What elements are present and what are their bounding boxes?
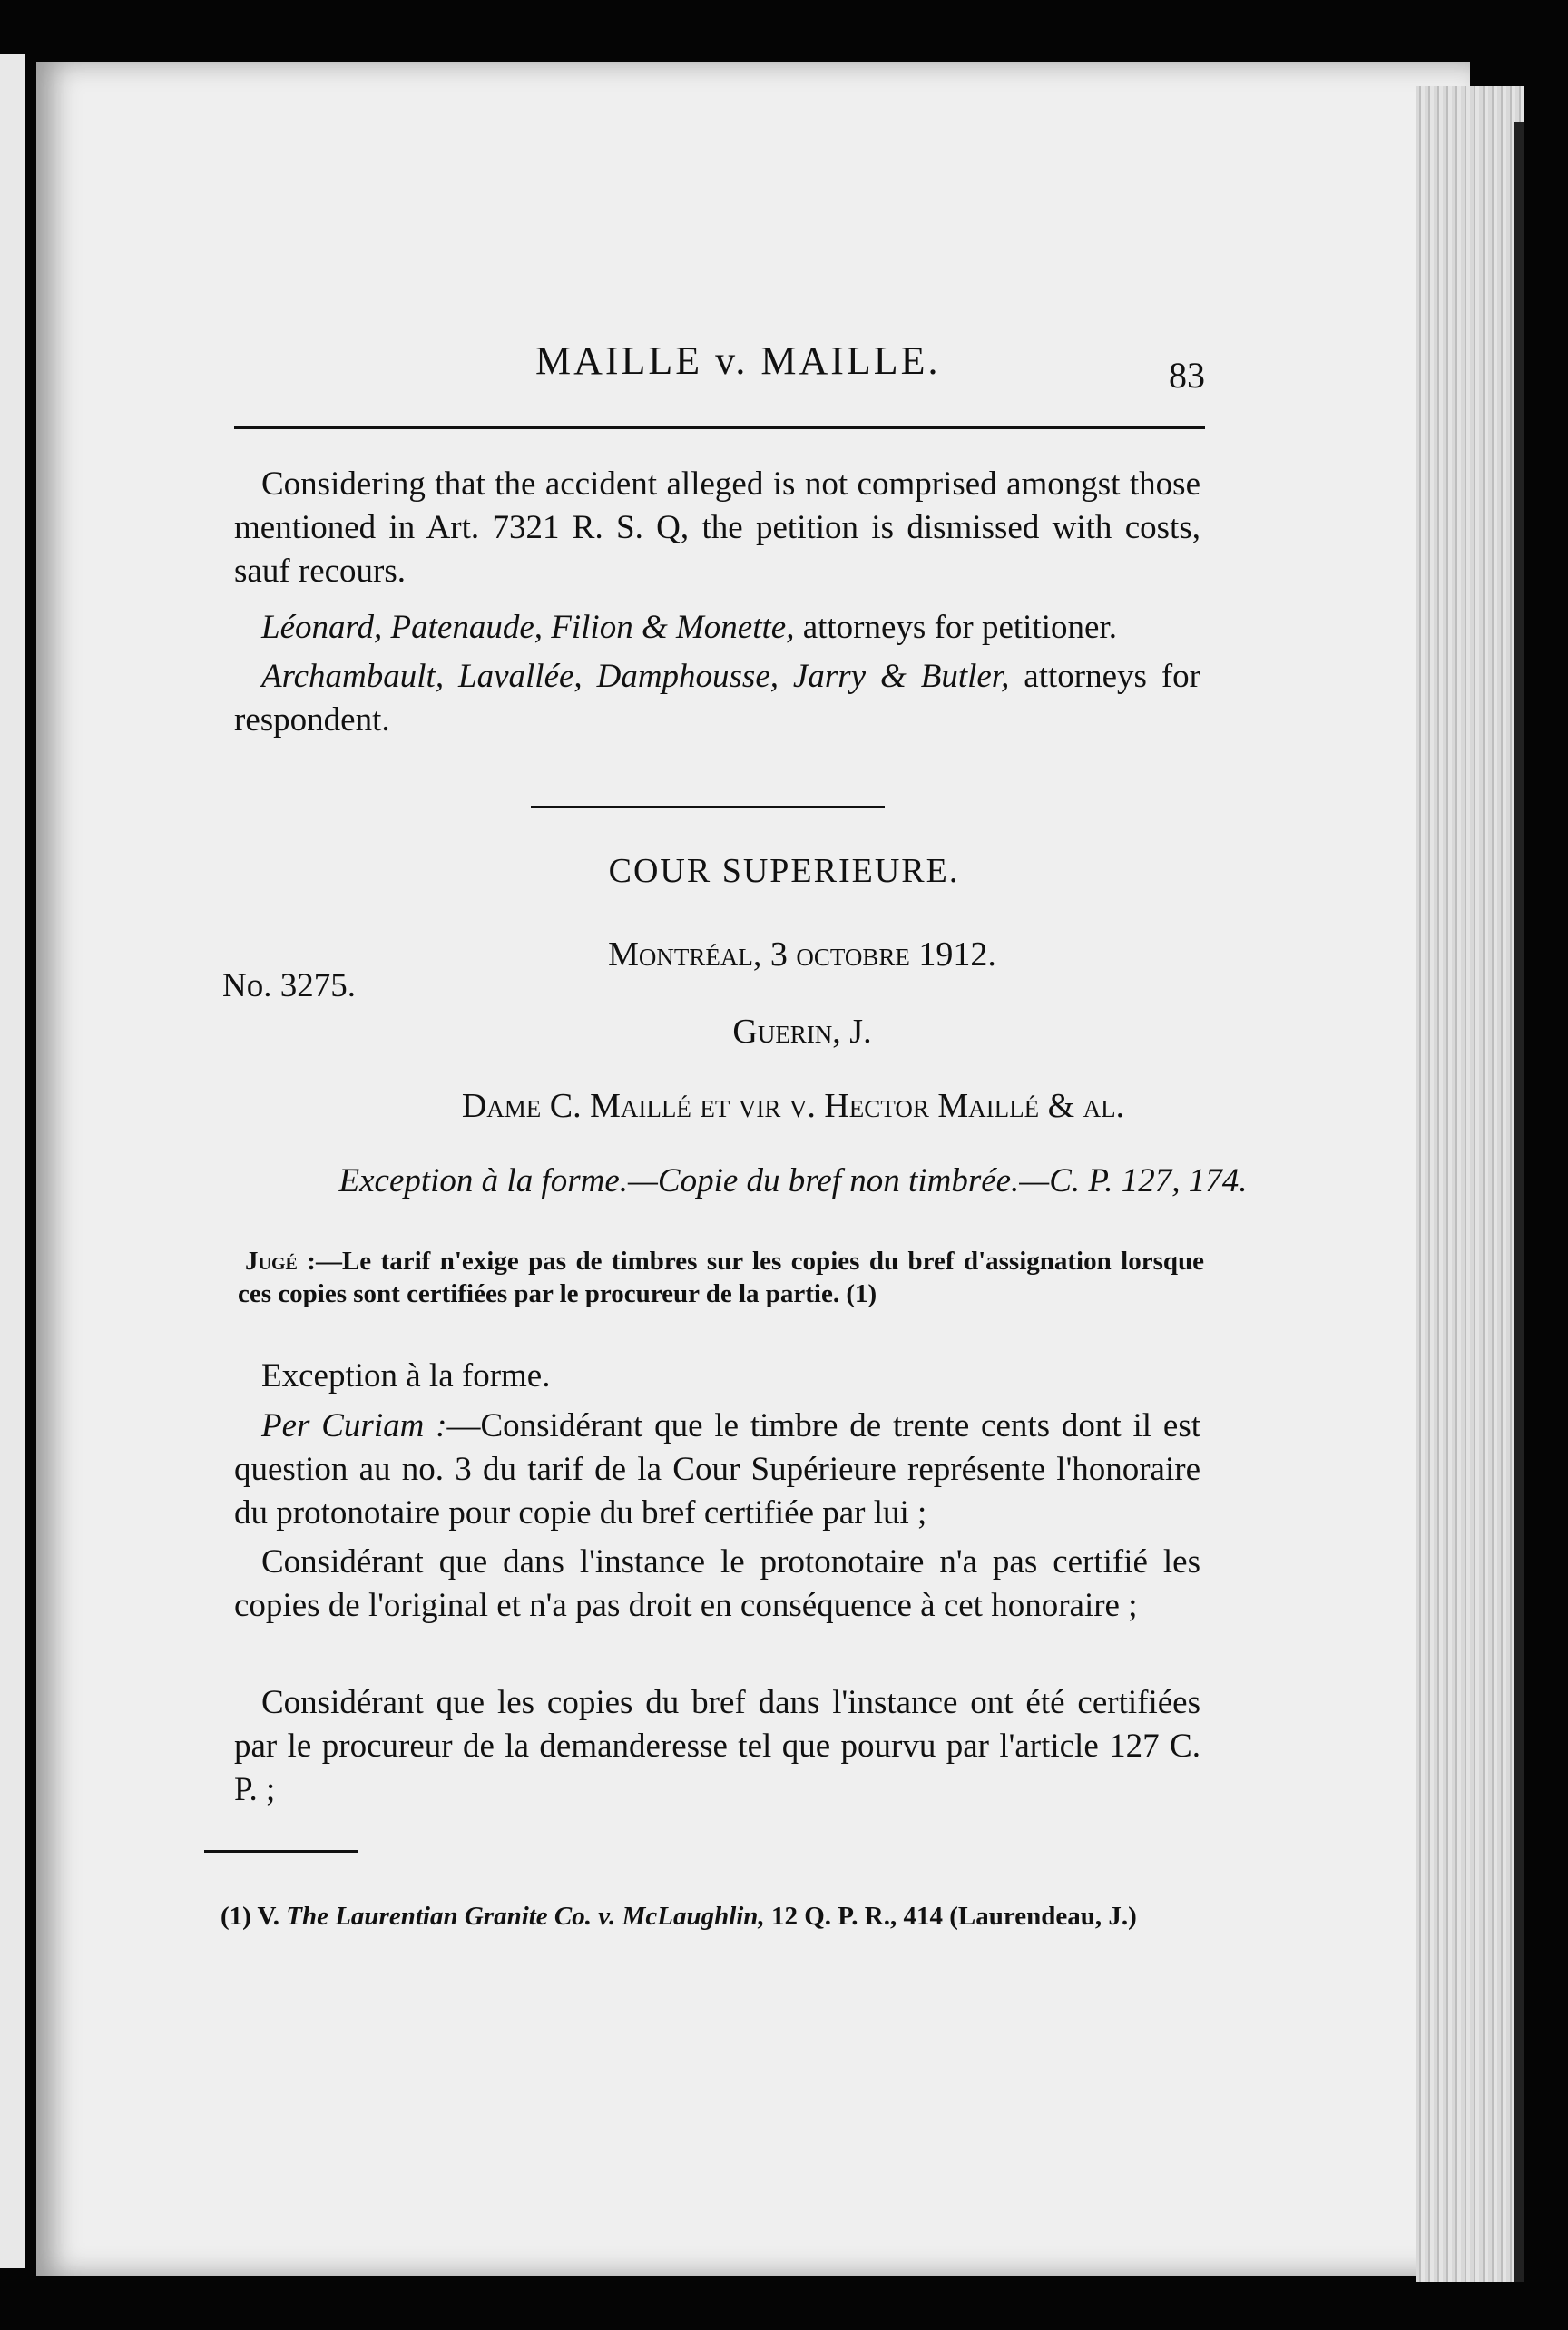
page-number: 83 [1169, 355, 1205, 396]
per-curiam-text: —Considérant que le timbre de trente cents dont il est question au no. 3 du tarif de la Cour Supérieure représente l'honoraire du protonotaire pour copie du bref certifiée par lui ; [234, 1407, 1200, 1532]
juge-text: —Le tarif n'exige pas de timbres sur les copies du bref d'assignation lorsque ces copies sont certifiées par le procureur de la partie. (1) [238, 1247, 1205, 1308]
petitioner-attorneys [234, 606, 1200, 650]
exception-line: Exception à la forme. [261, 1357, 551, 1395]
footnote-citation: 12 Q. P. R., 414 (Laurendeau, J.) [764, 1902, 1137, 1931]
petitioner-attorneys-names: Léonard, Patenaude, Filion & Monette, [261, 609, 795, 646]
considering-paragraph: Considering that the accident alleged is not comprised amongst those mentioned in Art. 7321 R. S. Q, the petition is dismissed with costs, sauf recours. [234, 465, 1200, 590]
judge: Guerin, J. [732, 1013, 872, 1051]
court-title: COUR SUPERIEURE. [608, 852, 960, 890]
footnote-marker: (1) V. [220, 1902, 287, 1931]
parties: Dame C. Maillé et vir v. Hector Maillé & al. [461, 1087, 1125, 1125]
header-rule [234, 426, 1205, 429]
respondent-attorneys-names: Archambault, Lavallée, Damphousse, Jarry & Butler, [261, 658, 1010, 695]
case-number: No. 3275. [222, 967, 356, 1004]
footnote [204, 1899, 1180, 1934]
respondent-attorneys-role: attorneys for respondent. [234, 658, 1200, 739]
considerant-3: Considérant que les copies du bref dans l'instance ont été certifiées par le procureur de la demanderesse tel que pourvu par l'article 127 C. P. ; [234, 1684, 1200, 1808]
respondent-attorneys [234, 655, 1200, 742]
footnote-case-name: The Laurentian Granite Co. v. McLaughlin, [286, 1902, 765, 1931]
place-date: Montréal, 3 octobre 1912. [608, 935, 996, 974]
juge-label: Jugé : [245, 1247, 316, 1276]
headnote: Exception à la forme.—Copie du bref non timbrée.—C. P. 127, 174. [338, 1162, 1248, 1199]
juge-note [238, 1245, 1204, 1310]
considerant-2: Considérant que dans l'instance le protonotaire n'a pas certifié les copies de l'original et n'a pas droit en conséquence à cet honoraire ; [234, 1543, 1200, 1624]
footnote-rule [204, 1850, 358, 1853]
per-curiam-paragraph [234, 1405, 1200, 1535]
section-divider [531, 806, 885, 808]
per-curiam-label: Per Curiam : [261, 1407, 447, 1444]
petitioner-attorneys-role: attorneys for petitioner. [794, 609, 1117, 646]
running-head: MAILLE v. MAILLE. [535, 338, 941, 383]
